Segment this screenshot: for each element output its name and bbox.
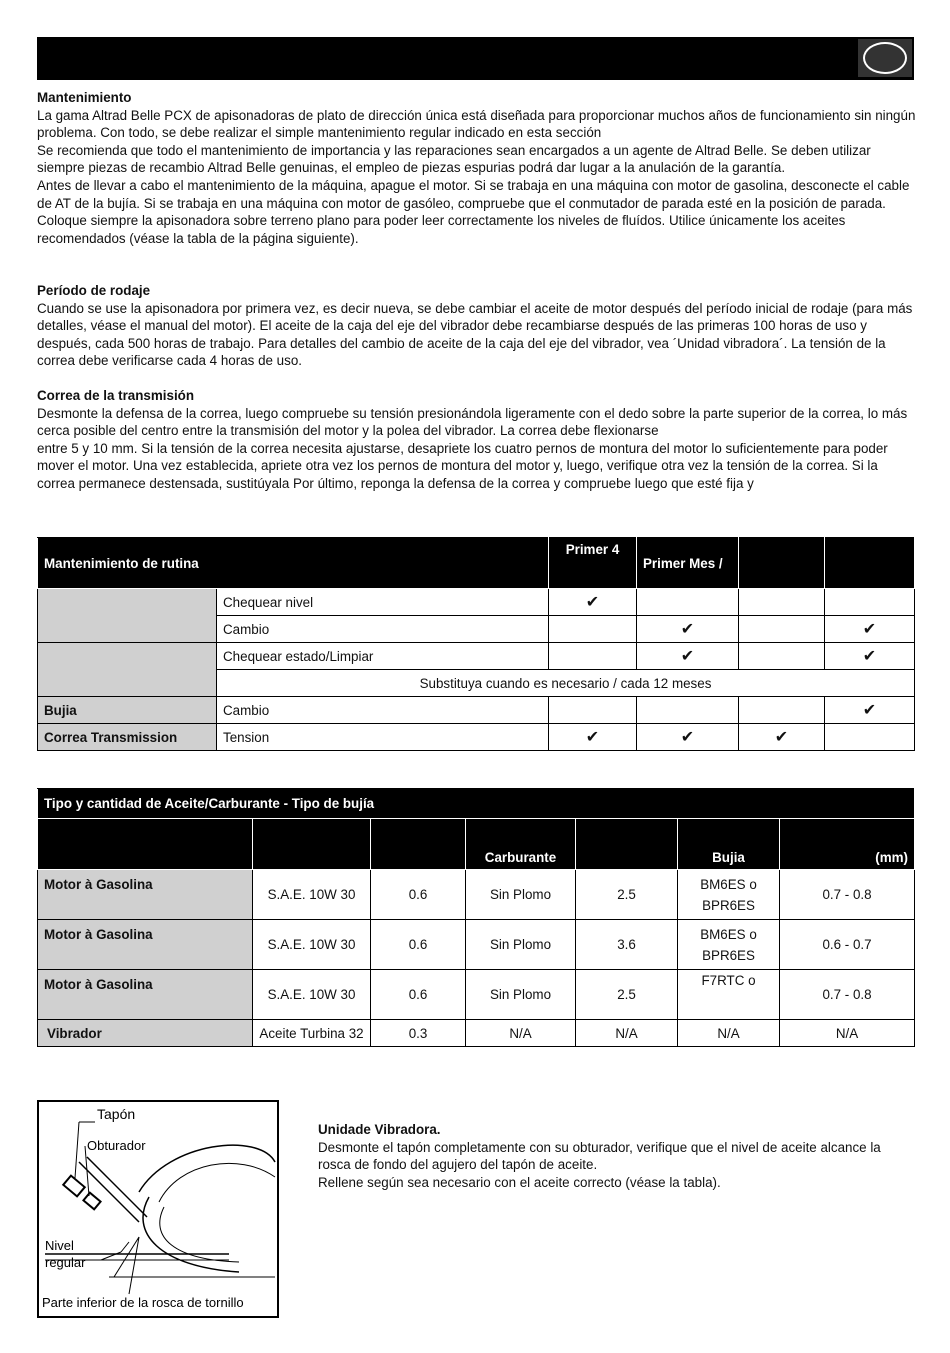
row-item (38, 589, 217, 643)
section-title: Unidade Vibradora. (318, 1122, 441, 1137)
table-title: Mantenimiento de rutina (38, 538, 549, 589)
check-cell (739, 616, 825, 643)
header-bar (37, 37, 914, 80)
check-cell (549, 643, 637, 670)
oil-type: S.A.E. 10W 30 (253, 920, 371, 970)
fuel-type: Sin Plomo (466, 870, 576, 920)
spark-plug (678, 920, 780, 970)
language-oval-icon (863, 42, 907, 74)
tank-capacity: 2.5 (576, 870, 678, 920)
paragraph: Se recomienda que todo el mantenimiento de importancia y las reparaciones sean encargados a un agente de Altrad Belle. Se deben utilizar siempre piezas de recambio Altrad Belle genuinas, el empleo de piezas espurias podrá dar lugar a la anulación de la garantía. (37, 142, 871, 176)
spark-plug (678, 870, 780, 920)
row-item: Correa Transmission (38, 724, 217, 751)
table-row (38, 724, 915, 751)
check-cell (739, 697, 825, 724)
paragraph: Rellene según sea necesario con el aceite correcto (véase la tabla). (318, 1174, 721, 1190)
check-cell (825, 724, 915, 751)
fuel-type: Sin Plomo (466, 970, 576, 1020)
section-title: Período de rodaje (37, 283, 151, 298)
table-row (38, 1020, 915, 1047)
nivel-label: Nivel (45, 1238, 74, 1253)
row-task: Substituya cuando es necesario / cada 12 meses (217, 670, 915, 697)
oil-qty: 0.6 (371, 970, 466, 1020)
table-header-row (38, 538, 915, 589)
column-header (739, 538, 825, 589)
break-in-section (37, 282, 917, 370)
row-task: Chequear estado/Limpiar (217, 643, 549, 670)
paragraph: Cuando se use la apisonadora por primera vez, es decir nueva, se debe cambiar el aceite de motor después del período inicial de rodaje (para más detalles, véase el manual del motor). El aceite de la caja del eje del vibrador debe recambiarse después de las primeras 100 horas de uso y después, cada 500 horas de trabajo. Para detalles del cambio de aceite de la caja del eje del vibrador, vea ´Unidad vibradora´. La tensión de la correa debe verificarse cada 4 horas de uso. (37, 300, 913, 369)
check-cell (637, 589, 739, 616)
check-cell: ✔ (739, 724, 825, 751)
paragraph: Desmonte el tapón completamente con su obturador, verifique que el nivel de aceite alcance la rosca de fondo del agujero del tapón de aceite. (318, 1139, 881, 1173)
paragraph: entre 5 y 10 mm. Si la tensión de la correa necesita ajustarse, desapriete los cuatro pernos de montura del motor lo suficientemente para poder mover el motor. Una vez establecida, apriete otra vez los pernos de montura del motor y, luego, verifique otra vez la tensión de la correa. Si la correa permanece destensada, sustitúyala Por último, reponga la defensa de la correa y compruebe luego que esté fija y (37, 440, 888, 491)
tank-capacity: N/A (576, 1020, 678, 1047)
maintenance-intro-section (37, 89, 917, 247)
check-cell: ✔ (549, 724, 637, 751)
table-title: Tipo y cantidad de Aceite/Carburante - Tipo de bujía (38, 789, 915, 819)
obturador-label: Obturador (87, 1138, 146, 1153)
tapon-label: Tapón (97, 1106, 136, 1122)
oil-qty: 0.3 (371, 1020, 466, 1047)
table-row (38, 920, 915, 970)
oil-type: S.A.E. 10W 30 (253, 970, 371, 1020)
belt-section (37, 387, 917, 493)
table-row (38, 970, 915, 1020)
oil-fuel-table (37, 788, 915, 1047)
plug-gap: 0.7 - 0.8 (780, 870, 915, 920)
oil-type: Aceite Turbina 32 (253, 1020, 371, 1047)
fuel-type: Sin Plomo (466, 920, 576, 970)
row-task: Cambio (217, 616, 549, 643)
column-header: Primer 4 (549, 538, 637, 589)
check-cell: ✔ (825, 643, 915, 670)
spark-plug-line: BM6ES o (700, 926, 757, 942)
spark-plug-line: BPR6ES (702, 947, 755, 963)
tank-capacity: 3.6 (576, 920, 678, 970)
row-task: Tension (217, 724, 549, 751)
plug-gap: 0.7 - 0.8 (780, 970, 915, 1020)
paragraph: Coloque siempre la apisonadora sobre terreno plano para poder leer correctamente los niveles de fluídos. Utilice únicamente los aceites recomendados (véase la tabla de la página siguiente). (37, 213, 846, 246)
paragraph: La gama Altrad Belle PCX de apisonadoras de plato de dirección única está diseñada para proporcionar muchos años de funcionamiento sin ningún problema. Con todo, se debe realizar el simple mantenimiento regular indicado en esta sección (37, 107, 916, 141)
check-cell (739, 643, 825, 670)
spark-plug (678, 970, 780, 1020)
check-cell: ✔ (637, 643, 739, 670)
fuel-type: N/A (466, 1020, 576, 1047)
check-cell (549, 616, 637, 643)
paragraph: Antes de llevar a cabo el mantenimiento de la máquina, apague el motor. Si se trabaja en una máquina con motor de gasolina, desconecte el cable de AT de la bujía. Si se trabaja en una máquina con motor de gasóleo, compruebe que el conmutador de parada esté en la posición de parada. (37, 177, 910, 211)
spark-plug-line: BPR6ES (702, 897, 755, 913)
regular-label: regular (45, 1255, 86, 1270)
column-header: Bujia (678, 819, 780, 870)
check-cell (739, 589, 825, 616)
check-cell: ✔ (549, 589, 637, 616)
section-title: Correa de la transmisión (37, 388, 195, 403)
maintenance-schedule-table (37, 537, 915, 751)
check-cell (549, 697, 637, 724)
vibrator-unit-section (318, 1121, 898, 1191)
check-cell: ✔ (637, 616, 739, 643)
check-cell: ✔ (825, 616, 915, 643)
column-header: (mm) (780, 819, 915, 870)
vibrator-oil-level-figure (37, 1100, 279, 1318)
row-task: Cambio (217, 697, 549, 724)
spark-plug: N/A (678, 1020, 780, 1047)
table-row (38, 697, 915, 724)
check-cell: ✔ (825, 697, 915, 724)
table-header-row (38, 819, 915, 870)
oil-qty: 0.6 (371, 920, 466, 970)
oil-qty: 0.6 (371, 870, 466, 920)
spark-plug-line: BM6ES o (700, 876, 757, 892)
table-row (38, 870, 915, 920)
section-title: Mantenimiento (37, 90, 132, 105)
table-row (38, 643, 915, 670)
engine-name: Motor à Gasolina (38, 870, 253, 920)
table-row (38, 589, 915, 616)
vibrator-diagram (39, 1102, 277, 1316)
column-header: Carburante (466, 819, 576, 870)
row-item (38, 643, 217, 697)
paragraph: Desmonte la defensa de la correa, luego compruebe su tensión presionándola ligeramente con el dedo sobre la parte superior de la correa, lo más cerca posible del centro entre la transmisión del motor y la polea del vibrador. La correa debe flexionarse (37, 405, 908, 439)
check-cell (637, 697, 739, 724)
check-cell (825, 589, 915, 616)
column-header (371, 819, 466, 870)
bottom-thread-label: Parte inferior de la rosca de tornillo (42, 1295, 244, 1310)
spark-plug-line: F7RTC o (701, 973, 756, 988)
column-header (576, 819, 678, 870)
tank-capacity: 2.5 (576, 970, 678, 1020)
column-header (253, 819, 371, 870)
engine-name: Motor à Gasolina (38, 920, 253, 970)
row-task: Chequear nivel (217, 589, 549, 616)
plug-gap: N/A (780, 1020, 915, 1047)
column-header (38, 819, 253, 870)
engine-name: Vibrador (38, 1020, 253, 1047)
table-title-row (38, 789, 915, 819)
column-header: Primer Mes / (637, 538, 739, 589)
engine-name: Motor à Gasolina (38, 970, 253, 1020)
plug-gap: 0.6 - 0.7 (780, 920, 915, 970)
language-badge (858, 39, 912, 77)
column-header (825, 538, 915, 589)
row-item: Bujia (38, 697, 217, 724)
check-cell: ✔ (637, 724, 739, 751)
oil-type: S.A.E. 10W 30 (253, 870, 371, 920)
